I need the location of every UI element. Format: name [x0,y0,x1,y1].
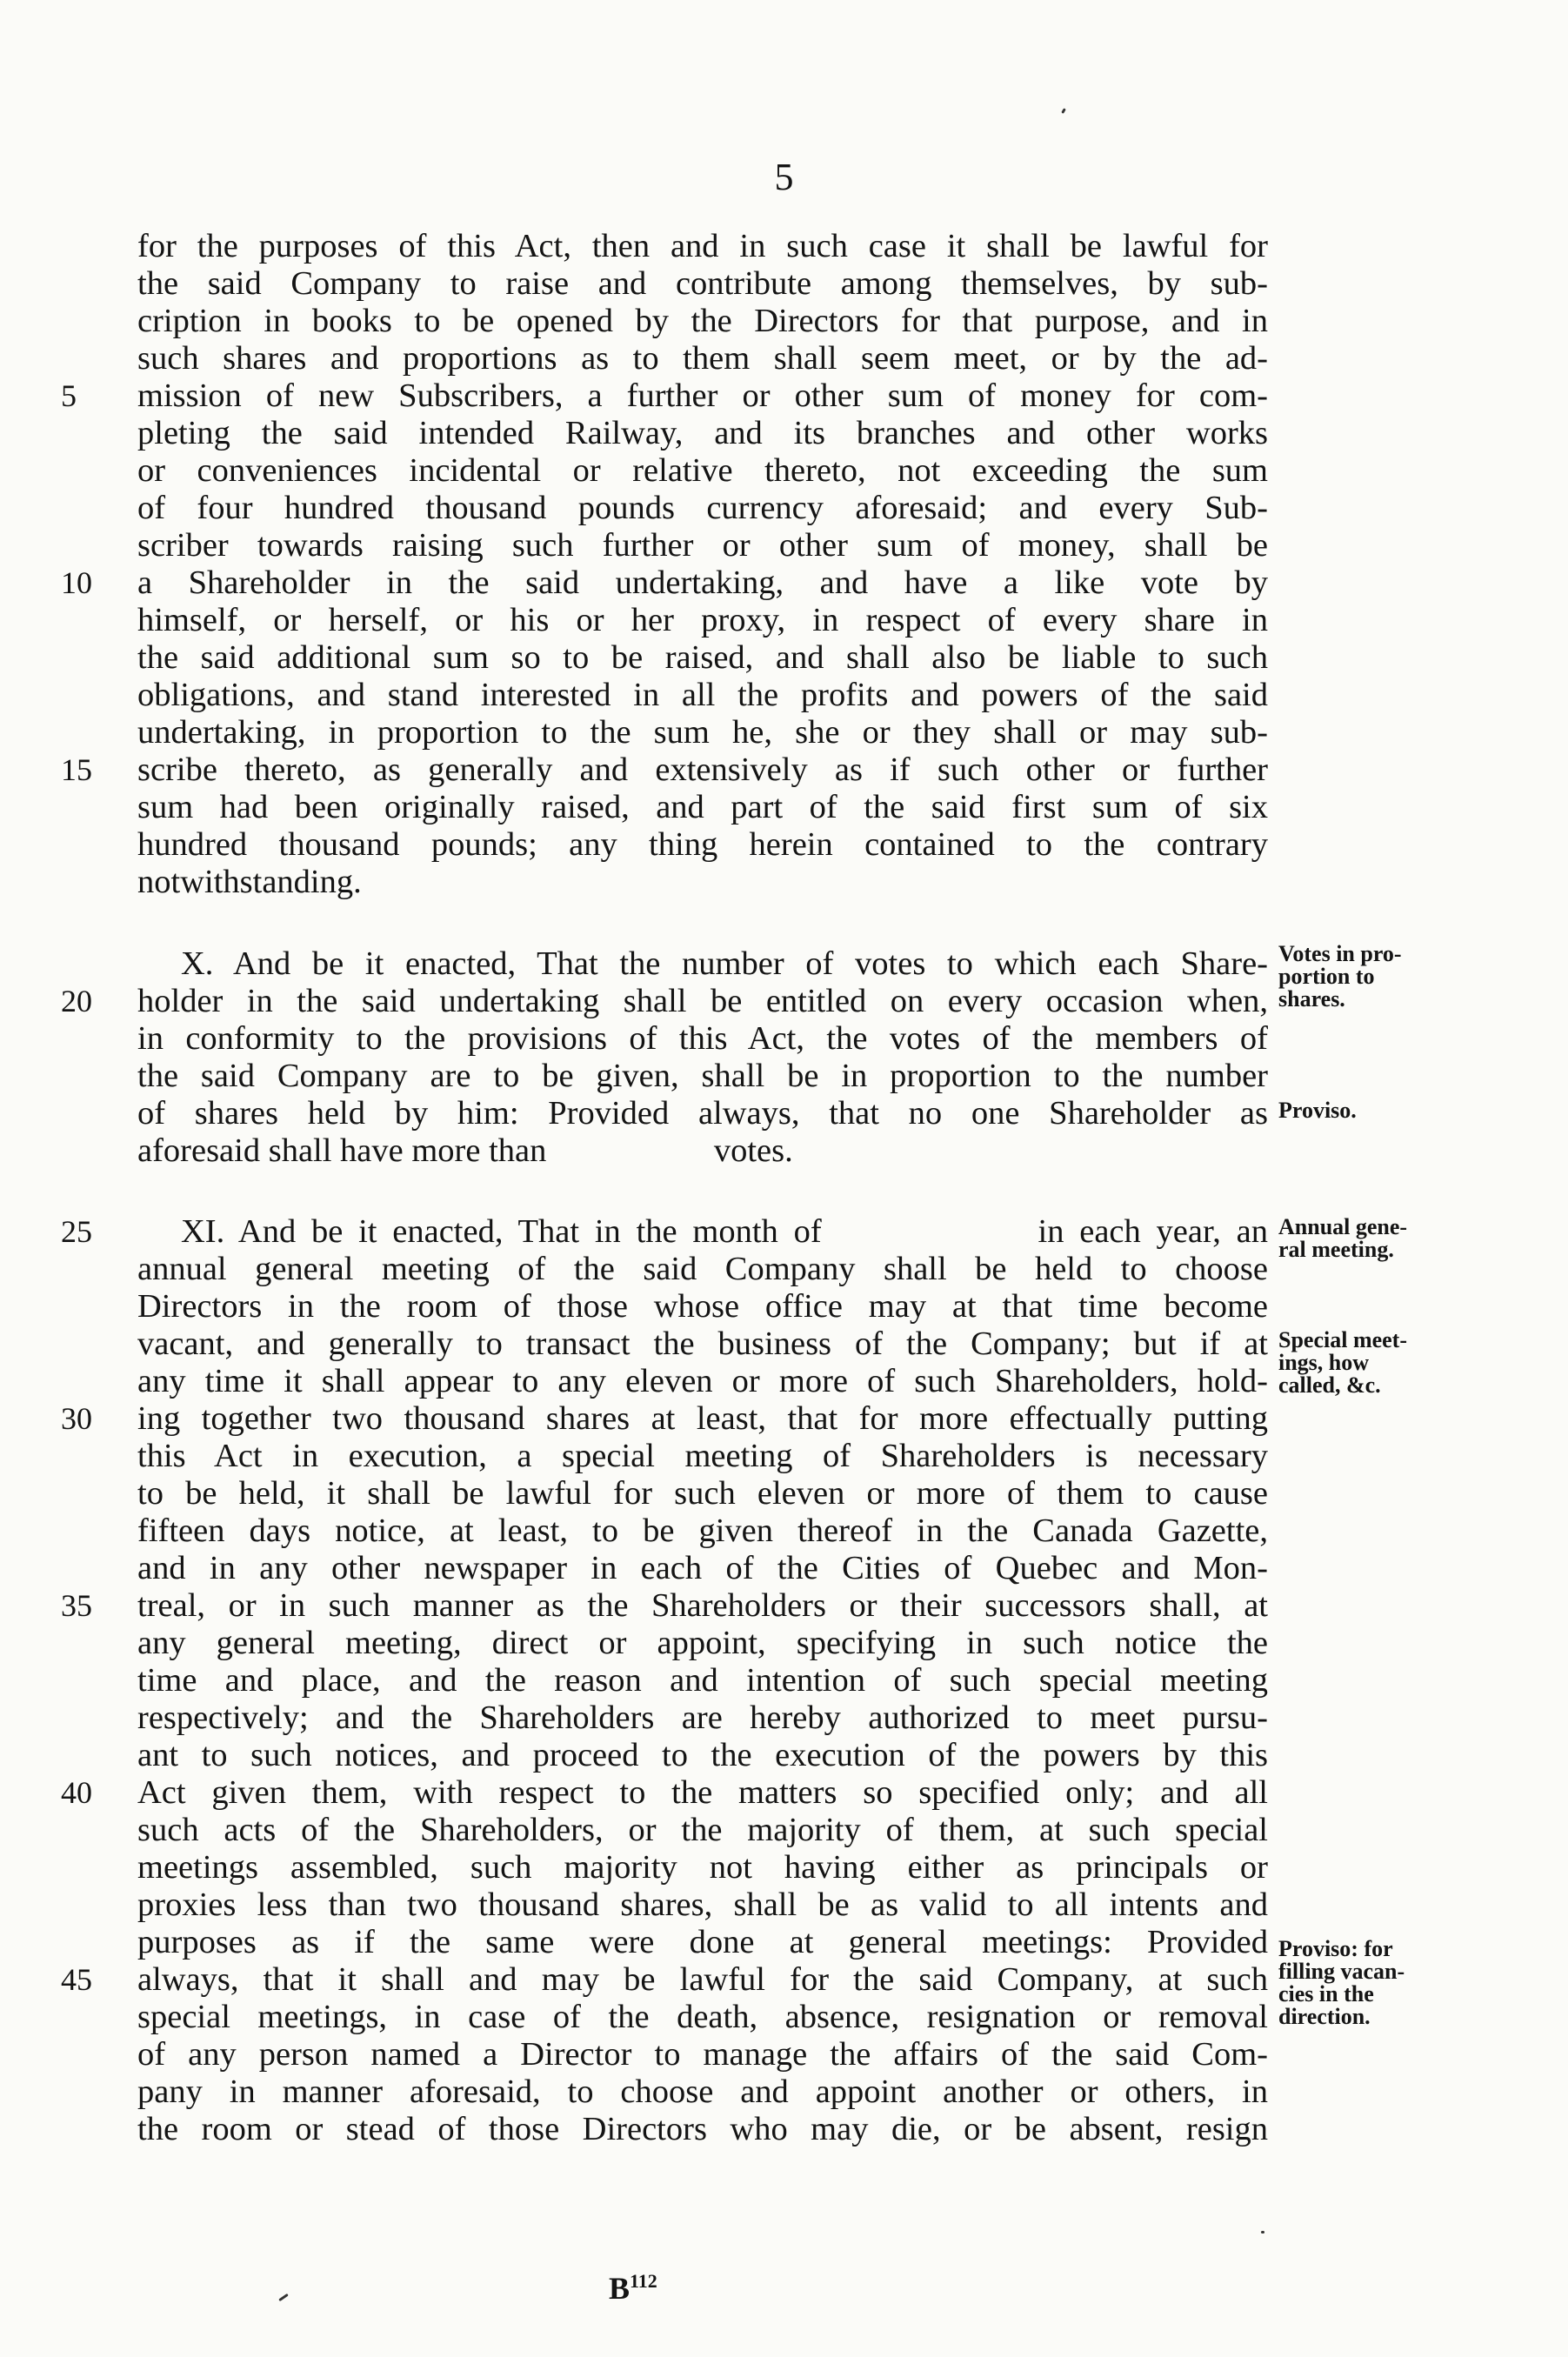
text-line: pleting the said intended Railway, and its branches and other works [137,415,1268,451]
note-line: Proviso. [1278,1098,1357,1123]
text-line: himself, or herself, or his or her proxy, in respect of every share in [137,602,1268,638]
note-line: Votes in pro- [1278,941,1402,966]
text-line: obligations, and stand interested in all the profits and powers of the said [137,677,1268,713]
page-number: 5 [774,156,794,198]
marginal-note [1278,1216,1407,1261]
marginal-note [1278,943,1402,1011]
text-line: proxies less than two thousand shares, shall be as valid to all intents and [137,1886,1268,1923]
text-line: holder in the said undertaking shall be entitled on every occasion when, [137,983,1268,1019]
note-line: Special meet- [1278,1327,1408,1352]
text-line: of any person named a Director to manage the affairs of the said Com- [137,2036,1268,2073]
body-text [137,228,1268,2148]
text-line: hundred thousand pounds; any thing herein contained to the contrary [137,826,1268,863]
note-line: Proviso: for [1278,1936,1393,1961]
marginal-note [1278,1938,1405,2028]
ink-speck-mark [1061,108,1066,114]
line-number: 10 [61,565,92,600]
note-line: called, &c. [1278,1372,1381,1398]
text-line: in conformity to the provisions of this Act, the votes of the members of [137,1020,1268,1057]
paragraph-continuation [137,228,1268,901]
text-line: of shares held by him: Provided always, that no one Shareholder as [137,1095,1268,1132]
section-x [137,945,1268,1170]
marginal-note [1278,1099,1357,1122]
line-number: 35 [61,1588,92,1623]
text-line: any general meeting, direct or appoint, specifying in such notice the [137,1625,1268,1661]
text-line: undertaking, in proportion to the sum he, she or they shall or may sub- [137,714,1268,751]
text-line: fifteen days notice, at least, to be given thereof in the Canada Gazette, [137,1512,1268,1549]
text-line: for the purposes of this Act, then and in such case it shall be lawful for [137,228,1268,264]
text-line: purposes as if the same were done at general meetings: Provided [137,1924,1268,1960]
text-line: scriber towards raising such further or other sum of money, shall be [137,527,1268,564]
text-line: Directors in the room of those whose office may at that time become [137,1288,1268,1325]
ink-speck-mark [1261,2231,1264,2233]
text-line: X. And be it enacted, That the number of votes to which each Share- [181,945,1268,982]
text-line: cription in books to be opened by the Directors for that purpose, and in [137,303,1268,339]
text-line: the said additional sum so to be raised, and shall also be liable to such [137,639,1268,676]
text-line: annual general meeting of the said Company shall be held to choose [137,1251,1268,1287]
line-number: 15 [61,752,92,787]
text-line: any time it shall appear to any eleven or more of such Shareholders, hold- [137,1363,1268,1399]
line-number: 30 [61,1401,92,1436]
signature-mark [609,2270,657,2307]
text-line: pany in manner aforesaid, to choose and appoint another or others, in [137,2073,1268,2110]
text-line: a Shareholder in the said undertaking, and have a like vote by [137,564,1268,601]
signature-letter: B [609,2271,631,2306]
text-line: treal, or in such manner as the Shareholders or their successors shall, at [137,1587,1268,1624]
note-line: filling vacan- [1278,1959,1405,1984]
text-line: and in any other newspaper in each of the Cities of Quebec and Mon- [137,1550,1268,1586]
text-line: Act given them, with respect to the matters so specified only; and all [137,1774,1268,1811]
text-line: aforesaid shall have more than votes. [137,1132,793,1169]
text-line: special meetings, in case of the death, absence, resignation or removal [137,1999,1268,2035]
text-line: respectively; and the Shareholders are hereby authorized to meet pursu- [137,1699,1268,1736]
text-line: always, that it shall and may be lawful for the said Company, at such [137,1961,1268,1998]
text-line: ing together two thousand shares at least, that for more effectually putting [137,1400,1268,1437]
note-line: cies in the [1278,1981,1374,2006]
line-number: 20 [61,984,92,1018]
text-line: such shares and proportions as to them shall seem meet, or by the ad- [137,340,1268,377]
text-line: to be held, it shall be lawful for such eleven or more of them to cause [137,1475,1268,1512]
note-line: ral meeting. [1278,1237,1394,1262]
note-line: Annual gene- [1278,1214,1408,1239]
line-number: 45 [61,1962,92,1997]
text-line: notwithstanding. [137,864,362,900]
text-line: such acts of the Shareholders, or the majority of them, at such special [137,1812,1268,1848]
note-line: portion to [1278,964,1375,989]
section-xi [137,1213,1268,2148]
text-line: the said Company to raise and contribute among themselves, by sub- [137,265,1268,302]
text-line: or conveniences incidental or relative thereto, not exceeding the sum [137,452,1268,489]
marginal-note [1278,1329,1407,1397]
text-line: sum had been originally raised, and part of the said first sum of six [137,789,1268,825]
text-line: scribe thereto, as generally and extensively as if such other or further [137,751,1268,788]
line-number: 40 [61,1775,92,1810]
ink-speck-mark [278,2294,289,2301]
text-line: XI. And be it enacted, That in the month of in each year, an [181,1213,1268,1250]
text-line: time and place, and the reason and intention of such special meeting [137,1662,1268,1699]
line-number: 5 [61,378,77,413]
text-line: of four hundred thousand pounds currency aforesaid; and every Sub- [137,490,1268,526]
text-line: this Act in execution, a special meeting of Shareholders is necessary [137,1438,1268,1474]
signature-number: 112 [630,2270,657,2292]
text-line: the said Company are to be given, shall be in proportion to the number [137,1058,1268,1094]
text-line: vacant, and generally to transact the business of the Company; but if at [137,1325,1268,1362]
text-line: meetings assembled, such majority not having either as principals or [137,1849,1268,1886]
line-number: 25 [61,1214,92,1249]
text-line: mission of new Subscribers, a further or other sum of money for com- [137,377,1268,414]
note-line: ings, how [1278,1350,1370,1375]
text-line: ant to such notices, and proceed to the execution of the powers by this [137,1737,1268,1773]
note-line: direction. [1278,2004,1371,2029]
note-line: shares. [1278,986,1345,1012]
text-line: the room or stead of those Directors who may die, or be absent, resign [137,2111,1268,2147]
